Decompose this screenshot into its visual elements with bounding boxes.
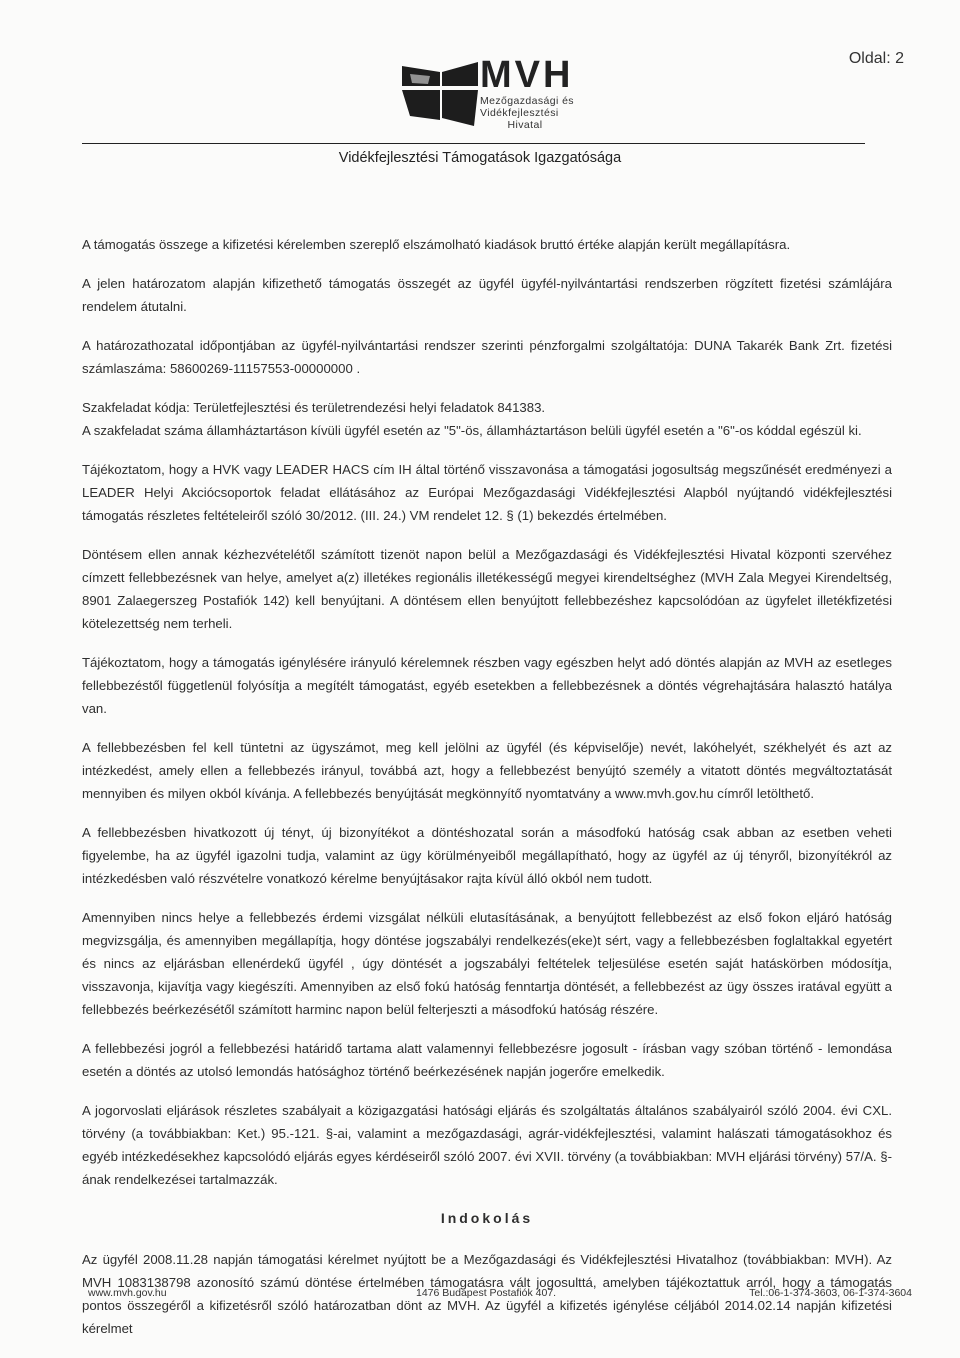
logo-wordmark: MVH [480, 54, 574, 96]
header-divider [82, 143, 865, 144]
logo-subtitle [480, 95, 574, 131]
body-paragraph: A fellebbezésben hivatkozott új tényt, új bizonyítékot a döntéshozatal során a másodfokú hatóság csak abban az esetben veheti figyelembe, ha az ügyfél igazolni tudja, valamint az ügy körülményeiből megállapítható, hogy az ügyfél az új tényről, bizonyítékról az intézkedésben való részvételre vonatkozó kérelme benyújtásakor rajta kívül álló okból nem tudott. [82, 825, 892, 886]
body-paragraph: A jelen határozatom alapján kifizethető támogatás összegét az ügyfél ügyfél-nyilvántartási rendszerben rögzített fizetési számlájára rendelem átutalni. [82, 276, 892, 314]
page-number: Oldal: 2 [848, 50, 904, 67]
body-paragraph: A jogorvoslati eljárások részletes szabályait a közigazgatási hatósági eljárás és szolgáltatás általános szabályairól szóló 2004. évi CXL. törvény (a továbbiakban: Ket.) 95.-121. §-ai, valamint a mezőgazdasági, agrár-vidékfejlesztési, valamint halászati támogatásokhoz és egyéb intézkedésekhez kapcsolódó eljárás egyes kérdéseiről szóló 2007. évi XVII. törvény (a továbbiakban: MVH eljárási törvény) 57/A. §-ának rendelkezései tartalmazzák. [82, 1103, 892, 1187]
body-paragraph: A támogatás összege a kifizetési kérelemben szereplő elszámolható kiadások bruttó értéke alapján került megállapításra. [82, 237, 791, 252]
directorate-title: Vidékfejlesztési Támogatások Igazgatósága [338, 150, 622, 166]
mvh-logo-icon [400, 56, 478, 126]
body-paragraph: A fellebbezési jogról a fellebbezési határidő tartama alatt valamennyi fellebbezésre jogosult - írásban vagy szóban történő - lemondása esetén a döntés az utolsó lemondás hatósághoz történő beérkezésének napján jogerőre emelkedik. [82, 1041, 892, 1079]
body-paragraph: Döntésem ellen annak kézhezvételétől számított tizenöt napon belül a Mezőgazdasági és Vidékfejlesztési Hivatal központi szervéhez címzett fellebbezésnek van helye, amelyet a(z) illetékes regionális illetékességű megyei kirendeltséghez (MVH Zala Megyei Kirendeltség, 8901 Zalaegerszeg Postafiók 142) kell benyújtani. A döntésem ellen benyújtott fellebbezéshez kapcsolódóan az ügyfelet illetékfizetési kötelezettség nem terheli. [82, 547, 892, 631]
body-paragraph: A szakfeladat száma államháztartáson kívüli ügyfél esetén az "5"-ös, államháztartáson belüli ügyfél esetén a "6"-os kóddal egészül ki. [82, 423, 862, 438]
mvh-logo [400, 56, 600, 130]
document-body [82, 233, 892, 1356]
body-paragraph: Szakfeladat kódja: Területfejlesztési és területrendezési helyi feladatok 841383. [82, 400, 546, 415]
footer-address: 1476 Budapest Postafiók 407. [416, 1287, 557, 1299]
logo-subtitle-line: Hivatal [507, 119, 543, 131]
body-paragraph: A határozathozatal időpontjában az ügyfél-nyilvántartási rendszer szerinti pénzforgalmi szolgáltatója: DUNA Takarék Bank Zrt. fizetési számlaszáma: 58600269-11157553-00000000 . [82, 338, 892, 376]
logo-subtitle-line: Mezőgazdasági és [480, 95, 574, 107]
body-paragraph: Tájékoztatom, hogy a támogatás igénylésére irányuló kérelemnek részben vagy egészben helyt adó döntés alapján az MVH az esetleges fellebbezéstől függetlenül folyósítja a megítélt támogatást, egyéb esetekben a fellebbezésnek a döntés végrehajtására halasztó hatálya van. [82, 655, 892, 716]
footer-phone: Tel.:06-1-374-3603, 06-1-374-3604 [749, 1287, 912, 1299]
body-paragraph: Amennyiben nincs helye a fellebbezés érdemi vizsgálat nélküli elutasításának, a benyújtott fellebbezést az első fokon eljáró hatóság megvizsgálja, és amennyiben megállapítja, hogy döntése jogszabályi rendelkezés(eke)t sért, vagy a fellebbezésben foglaltakkal egyetért és nincs az eljárásban ellenérdekű ügyfél , úgy döntését a jogszabályi feltételek teljesülése esetén saját hatáskörben módosítja, visszavonja, kijavítja vagy kiegészíti. Amennyiben az első fokú hatóság fenntartja döntését, a fellebbezést az ügy összes iratával együtt a fellebbezés beérkezésétől számított harminc napon belül felterjeszti a másodfokú hatóság részére. [82, 910, 892, 1017]
logo-subtitle-line: Vidékfejlesztési [480, 107, 559, 119]
body-paragraph: A fellebbezésben fel kell tüntetni az ügyszámot, meg kell jelölni az ügyfél (és képviselője) nevét, lakóhelyét, székhelyét és azt az intézkedést, amely ellen a fellebbezés irányul, továbbá azt, hogy a fellebbezést benyújtó személy a vitatott döntés megváltoztatását mennyiben és milyen okból kívánja. A fellebbezés benyújtását megkönnyítő nyomtatvány a www.mvh.gov.hu címről letölthető. [82, 740, 892, 801]
section-heading: Indokolás [440, 1210, 534, 1226]
footer-website: www.mvh.gov.hu [88, 1287, 167, 1299]
body-paragraph: Az ügyfél 2008.11.28 napján támogatási kérelmet nyújtott be a Mezőgazdasági és Vidékfejlesztési Hivatalhoz (továbbiakban: MVH). Az MVH 1083138798 azonosító számú döntése értelmében támogatásra vált jogosulttá, amelyben tájékoztattuk arról, hogy a támogatás pontos összegéről a kifizetésről szóló határozatban dönt az MVH. Az ügyfél a kifizetés igénylése céljából 2014.02.14 napján kifizetési kérelmet [82, 1252, 892, 1336]
body-paragraph: Tájékoztatom, hogy a HVK vagy LEADER HACS cím IH által történő visszavonása a támogatási jogosultság megszűnését eredményezi a LEADER Helyi Akciócsoportok feladat ellátásához az Európai Mezőgazdasági Vidékfejlesztési Alapból nyújtandó vidékfejlesztési támogatás részletes feltételeiről szóló 30/2012. (III. 24.) VM rendelet 12. § (1) bekezdés értelmében. [82, 462, 892, 523]
